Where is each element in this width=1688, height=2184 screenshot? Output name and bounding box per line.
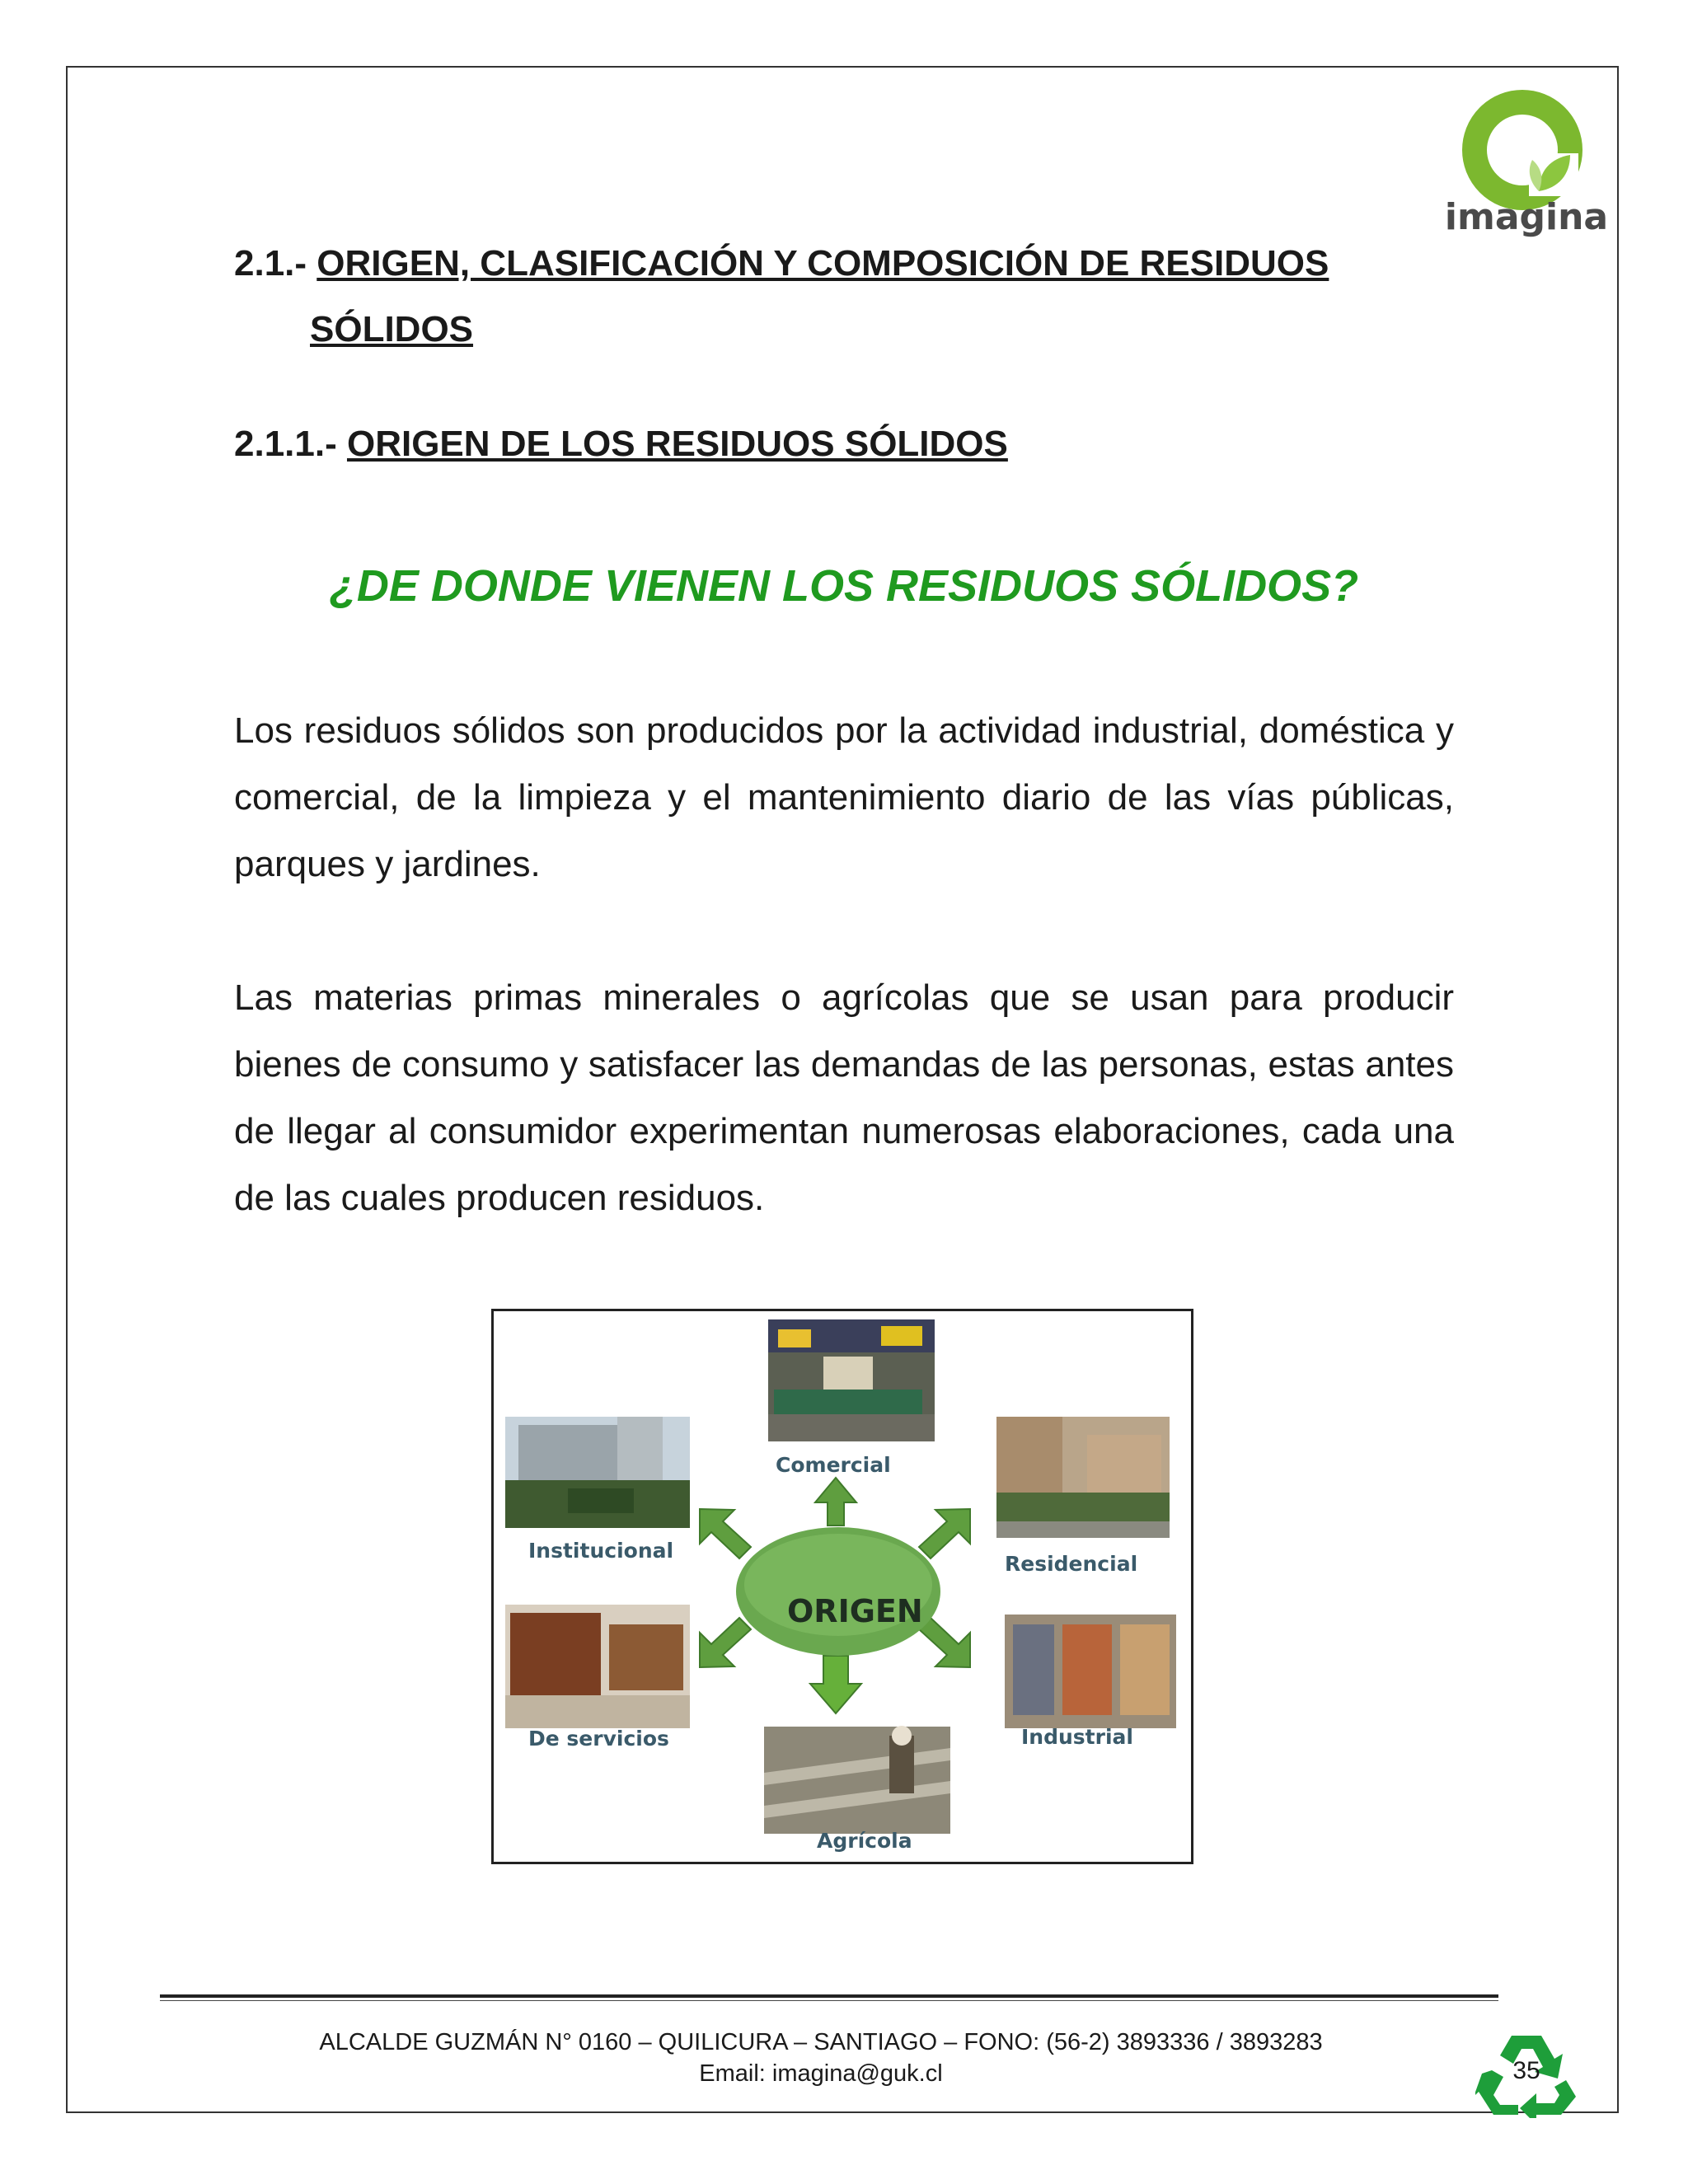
origin-diagram-figure <box>491 1309 1193 1864</box>
caption-industrial: Industrial <box>1021 1725 1133 1749</box>
arrow-up <box>815 1478 856 1526</box>
subsection-title: ORIGEN DE LOS RESIDUOS SÓLIDOS <box>346 424 1008 464</box>
page-number: 35 <box>1512 2057 1540 2084</box>
logo-text: imagina <box>1444 196 1609 238</box>
servicios-photo <box>505 1605 690 1728</box>
arrow-down <box>810 1656 861 1713</box>
institucional-photo <box>505 1417 690 1528</box>
footer-address: ALCALDE GUZMÁN N° 0160 – QUILICURA – SANTIAGO – FONO: (56-2) 3893336 / 3893283 <box>319 2029 1323 2055</box>
arrow-down-left <box>700 1618 751 1667</box>
caption-servicios: De servicios <box>528 1727 669 1750</box>
agricola-photo <box>764 1726 950 1834</box>
paragraph-2: Las materias primas minerales o agrícolas que se usan para producir bienes de consumo y satisfacer las demandas de las personas, estas antes de llegar al consumidor experimentan numerosas elaboraciones, cada una de las cuales producen residuos. <box>234 977 1454 1218</box>
industrial-photo <box>1005 1615 1176 1728</box>
residencial-photo <box>996 1417 1170 1538</box>
subsection-number: 2.1.1.- <box>234 424 337 464</box>
origin-diagram <box>494 1311 1191 1862</box>
paragraph-1: Los residuos sólidos son producidos por la actividad industrial, doméstica y comercial, de la limpieza y el mantenimiento diario de las vías públicas, parques y jardines. <box>234 710 1454 884</box>
caption-comercial: Comercial <box>776 1453 891 1477</box>
subsection-heading <box>234 424 1008 465</box>
origin-label: ORIGEN <box>787 1593 923 1629</box>
question-heading: ¿DE DONDE VIENEN LOS RESIDUOS SÓLIDOS? <box>329 561 1359 611</box>
footer-divider <box>160 1994 1498 1998</box>
arrow-up-right <box>919 1509 970 1558</box>
section-number: 2.1.- <box>234 243 307 284</box>
section-title-line2: SÓLIDOS <box>310 309 474 349</box>
comercial-photo <box>768 1319 935 1441</box>
section-heading <box>234 231 1429 363</box>
caption-institucional: Institucional <box>528 1539 674 1563</box>
footer-divider-thin <box>160 2000 1498 2001</box>
caption-agricola: Agrícola <box>817 1829 912 1853</box>
caption-residencial: Residencial <box>1005 1552 1138 1576</box>
section-title-line1: ORIGEN, CLASIFICACIÓN Y COMPOSICIÓN DE RESIDUOS <box>316 243 1329 284</box>
arrow-down-right <box>919 1618 970 1667</box>
arrow-up-left <box>700 1509 751 1558</box>
footer-email: Email: imagina@guk.cl <box>699 2060 943 2087</box>
